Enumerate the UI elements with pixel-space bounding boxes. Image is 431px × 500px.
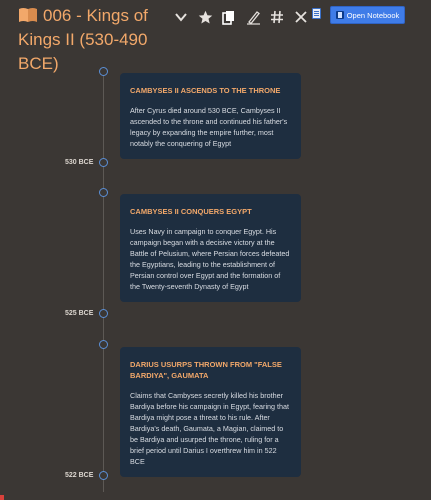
card-body: After Cyrus died around 530 BCE, Cambyses II ascended to the throne and continued his father's legacy by expanding the empire further, most notably the conquering of Egypt [130, 106, 288, 148]
card-title: DARIUS USURPS THROWN FROM "FALSE BARDIYA", GAUMATA [130, 360, 282, 380]
hashtag-icon[interactable] [268, 8, 286, 26]
close-icon[interactable] [292, 8, 310, 26]
timeline-dot [99, 188, 108, 197]
card-title: CAMBYSES II ASCENDS TO THE THRONE [130, 86, 281, 95]
timeline-line [103, 72, 104, 492]
open-notebook-label: Open Notebook [346, 10, 400, 20]
timeline-dot [99, 471, 108, 480]
open-notebook-button[interactable] [330, 6, 405, 24]
card-title: CAMBYSES II CONQUERS EGYPT [130, 207, 252, 216]
timeline-dot [99, 340, 108, 349]
document-icon[interactable] [312, 8, 321, 19]
corner-marker [0, 495, 4, 500]
edit-icon[interactable] [244, 8, 262, 26]
notebook-icon [336, 11, 344, 19]
chevron-down-icon[interactable] [172, 8, 190, 26]
star-icon[interactable] [196, 8, 214, 26]
copy-icon[interactable] [220, 8, 238, 26]
timeline [0, 58, 431, 500]
card-body: Claims that Cambyses secretly killed his brother Bardiya before his campaign in Egypt, fearing that Bardiya might pose a threat to his rule. After Bardiya's death, Gaumata, a Magian, claimed to be Bardiya and usurped the throne, ruling for a brief period until Darius I overthrew him in 522 BCE [130, 391, 290, 466]
open-book-icon [18, 7, 38, 23]
timeline-card [120, 73, 301, 159]
card-body: Uses Navy in campaign to conquer Egypt. His campaign began with a decisive victory at the Battle of Pelusium, where Persian forces defeated the Egyptians, leading to the establishment of Persian control over Egypt and the formation of the Twenty-seventh Dynasty of Egypt [130, 227, 290, 291]
toolbar [172, 7, 310, 27]
date-label: 525 BCE [65, 310, 94, 317]
date-label: 530 BCE [65, 159, 94, 166]
timeline-dot [99, 309, 108, 318]
timeline-dot [99, 158, 108, 167]
timeline-card [120, 347, 301, 477]
page-header [0, 0, 431, 73]
date-label: 522 BCE [65, 472, 94, 479]
timeline-card [120, 194, 301, 302]
page-title: 006 - Kings of Kings II (530-490 BCE) [18, 6, 148, 73]
timeline-dot [99, 67, 108, 76]
